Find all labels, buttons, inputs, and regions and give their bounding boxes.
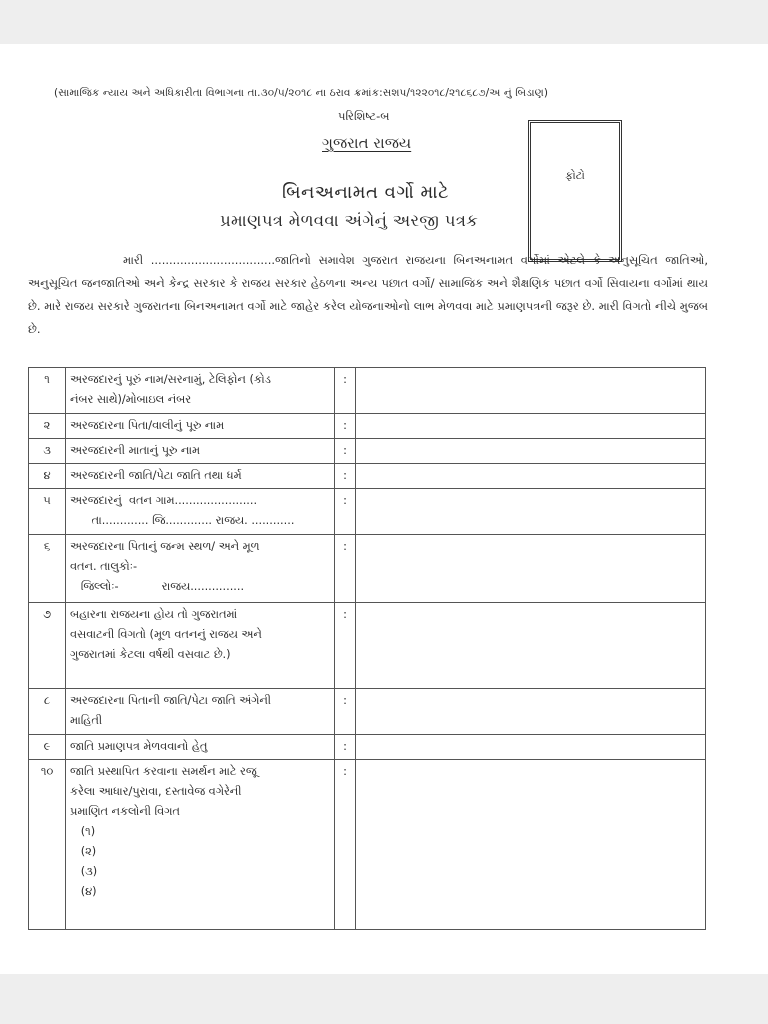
resolution-note: (સામાજિક ન્યાય અને અધિકારીતા વિભાગના તા.૩૦/૫/૨૦૧૮ ના ઠરાવ ક્રમાંક:સશપ/૧૨૨૦૧૮/૨૧૮૬૮૭/અ નું બિડાણ): [54, 87, 549, 99]
row-description-line: માહિતી: [70, 714, 103, 727]
form-row: [29, 489, 706, 535]
row-description-line: (૪): [70, 885, 97, 898]
row-description-line: (૧): [70, 825, 96, 838]
annexure-label: પરિશિષ્ટ-બ: [338, 109, 390, 123]
intro-rest: અનુસૂચિત જાતિઓ, અનુસૂચિત જનજાતિઓ અને કેન્દ્ર સરકાર કે રાજય સરકાર હેઠળના અન્ય પછાત વર્ગો/ સામાજિક અને શૈક્ષણિક પછાત વર્ગો સિવાયના વર્ગોમાં થાય છે. મારે રાજય સરકારે ગુજરાતના બિનઅનામત વર્ગો માટે જાહેર કરેલ યોજનાઓનો લાભ મેળવવા માટે પ્રમાણપત્રની જરૂર છે. મારી વિગતો નીચે મુજબ છે.: [28, 253, 708, 336]
row-colon: :: [335, 489, 356, 535]
row-colon: :: [335, 603, 356, 689]
row-description-line: જાતિ પ્રમાણપત્ર મેળવવાનો હેતુ: [70, 740, 208, 753]
photo-label: ફોટો: [565, 169, 585, 182]
row-description-line: તા............. જિ............. રાજય. ............: [70, 514, 295, 527]
answer-field[interactable]: [356, 689, 706, 735]
row-number: ૭: [29, 603, 66, 689]
row-description-line: ગુજરાતમાં કેટલા વર્ષથી વસવાટ છે.): [70, 648, 231, 661]
form-row: [29, 464, 706, 489]
form-row: [29, 603, 706, 689]
row-number: ૪: [29, 464, 66, 489]
row-description-line: જિલ્લોઃ- રાજય...............: [70, 580, 245, 593]
row-colon: :: [335, 414, 356, 439]
row-description: [66, 735, 335, 760]
row-colon: :: [335, 464, 356, 489]
row-colon: :: [335, 735, 356, 760]
row-description-line: જાતિ પ્રસ્થાપિત કરવાના સમર્થન માટે રજૂ: [70, 765, 257, 778]
row-number: ૫: [29, 489, 66, 535]
row-description: [66, 368, 335, 414]
intro-paragraph: [28, 249, 708, 341]
answer-field[interactable]: [356, 760, 706, 930]
row-colon: :: [335, 760, 356, 930]
row-description: [66, 414, 335, 439]
row-number: ૯: [29, 735, 66, 760]
form-row: [29, 414, 706, 439]
row-description: [66, 489, 335, 535]
row-description-line: અરજદારના પિતાની જાતિ/પેટા જાતિ અંગેની: [70, 694, 272, 707]
form-row: [29, 439, 706, 464]
row-description: [66, 439, 335, 464]
row-description-line: અરજદારના પિતાનું જન્મ સ્થળ/ અને મૂળ: [70, 540, 260, 553]
answer-field[interactable]: [356, 735, 706, 760]
row-colon: :: [335, 439, 356, 464]
row-colon: :: [335, 535, 356, 603]
form-row: [29, 368, 706, 414]
application-table: [28, 367, 706, 930]
row-description-line: અરજદારનું પૂરું નામ/સરનામું, ટેલિફોન (કોડ: [70, 373, 271, 386]
row-description-line: અરજદારની માતાનું પૂરુ નામ: [70, 444, 200, 457]
row-number: ૧૦: [29, 760, 66, 930]
answer-field[interactable]: [356, 489, 706, 535]
row-description-line: અરજદારનું વતન ગામ.......................: [70, 494, 258, 507]
row-colon: :: [335, 689, 356, 735]
row-description-line: કરેલા આધાર/પુરાવા, દસ્તાવેજ વગેરેની: [70, 785, 242, 798]
row-number: ૩: [29, 439, 66, 464]
form-row: [29, 735, 706, 760]
row-description-line: (૩): [70, 865, 98, 878]
row-number: ૨: [29, 414, 66, 439]
answer-field[interactable]: [356, 439, 706, 464]
row-description-line: વતન. તાલુકોઃ-: [70, 560, 138, 573]
row-description-line: બહારના રાજયના હોય તો ગુજરાતમાં: [70, 608, 238, 621]
row-description-line: અરજદારના પિતા/વાલીનું પૂરુ નામ: [70, 419, 225, 432]
row-colon: :: [335, 368, 356, 414]
row-description: [66, 464, 335, 489]
form-row: [29, 760, 706, 930]
row-description-line: અરજદારની જાતિ/પેટા જાતિ તથા ધર્મ: [70, 469, 242, 482]
row-number: ૬: [29, 535, 66, 603]
row-description-line: પ્રમાણિત નકલોની વિગત: [70, 805, 180, 818]
form-row: [29, 689, 706, 735]
answer-field[interactable]: [356, 414, 706, 439]
answer-field[interactable]: [356, 603, 706, 689]
answer-field[interactable]: [356, 368, 706, 414]
answer-field[interactable]: [356, 464, 706, 489]
answer-field[interactable]: [356, 535, 706, 603]
document-page: [0, 44, 768, 974]
form-title-line1: બિનઅનામત વર્ગો માટે: [282, 182, 450, 203]
intro-lead: મારી ..................................જાતિનો સમાવેશ ગુજરાત રાજયના બિનઅનામત વર્ગોમાં એટલે કે: [123, 253, 601, 267]
row-description: [66, 603, 335, 689]
row-description-line: નંબર સાથે)/મોબાઇલ નંબર: [70, 393, 192, 406]
state-heading: ગુજરાત રાજય: [322, 134, 412, 152]
row-number: ૮: [29, 689, 66, 735]
row-number: ૧: [29, 368, 66, 414]
row-description-line: વસવાટની વિગતો (મૂળ વતનનું રાજય અને: [70, 628, 262, 641]
row-description: [66, 535, 335, 603]
form-row: [29, 535, 706, 603]
row-description: [66, 760, 335, 930]
row-description-line: (૨): [70, 845, 97, 858]
row-description: [66, 689, 335, 735]
photo-box: [528, 120, 622, 262]
form-title-line2: પ્રમાણપત્ર મેળવવા અંગેનું અરજી પત્રક: [220, 211, 479, 230]
